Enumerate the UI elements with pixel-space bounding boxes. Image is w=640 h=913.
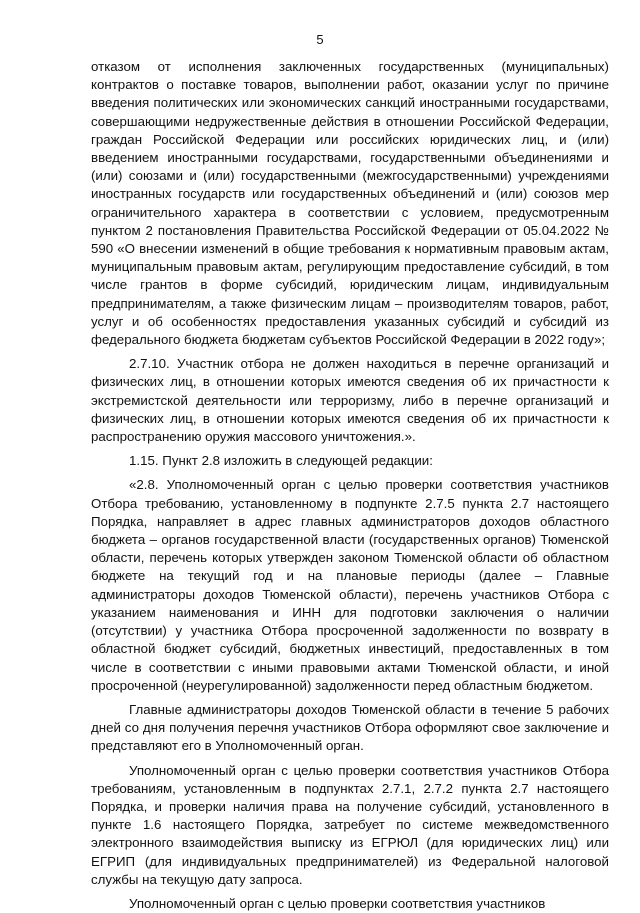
- page-number: 5: [316, 32, 324, 47]
- paragraph-authority-check-cont: Уполномоченный орган с целью проверки соответствия участников: [129, 895, 546, 911]
- document-body: [91, 58, 609, 913]
- paragraph-administrators: Главные администраторы доходов Тюменской области в течение 5 рабочих дней со дня получения перечня участников Отбора оформляют свое заключение и представляют его в Уполномоченный орган.: [91, 701, 609, 754]
- paragraph-1-15: 1.15. Пункт 2.8 изложить в следующей редакции:: [129, 453, 433, 469]
- paragraph-authority-check: Уполномоченный орган с целью проверки соответствия участников Отбора требованиям, установленным в подпунктах 2.7.1, 2.7.2 пункта 2.7 настоящего Порядка, и проверки наличия права на получение субсидий, установленного в пункте 1.6 настоящего Порядка, затребует по системе межведомственного электронного взаимодействия выписку из ЕГРЮЛ (для юридических лиц) или ЕГРИП (для индивидуальных предпринимателей) из Федеральной налоговой службы на текущую дату запроса.: [91, 762, 609, 887]
- paragraph-2-7-10: 2.7.10. Участник отбора не должен находиться в перечне организаций и физических лиц, в отношении которых имеются сведения об их причастности к экстремистской деятельности или терроризму, либо в перечне организаций и физических лиц, в отношении которых имеются сведения об их причастности к распространению оружия массового уничтожения.».: [91, 356, 609, 445]
- paragraph-2-8: «2.8. Уполномоченный орган с целью проверки соответствия участников Отбора требованию, установленному в подпункте 2.7.5 пункта 2.7 настоящего Порядка, направляет в адрес главных администраторов доходов областного бюджета – органов государственной власти (государственных органов) Тюменской области, перечень которых утвержден законом Тюменской области об областном бюджете на текущий год и на плановые периоды (далее – Главные администраторы доходов Тюменской области), перечень участников Отбора с указанием наименования и ИНН для подготовки заключения о наличии (отсутствии) у участника Отбора просроченной задолженности по возврату в областной бюджет субсидий, бюджетных инвестиций, предоставленных в том числе в соответствии с иными правовыми актами Тюменской области, и иной просроченной (неурегулированной) задолженности перед областным бюджетом.: [91, 477, 609, 693]
- paragraph-continuation: отказом от исполнения заключенных государственных (муниципальных) контрактов о поставке товаров, выполнении работ, оказании услуг по причине введения политических или экономических санкций иностранными государствами, совершающими недружественные действия в отношении Российской Федерации, граждан Российской Федерации или российских юридических лиц, и (или) введением иностранными государствами, государственными объединениями и (или) союзами и (или) государственными (межгосударственными) учреждениями иностранных государств или государственных объединений и (или) союзов мер ограничительного характера в соответствии с условием, предусмотренным пунктом 2 постановления Правительства Российской Федерации от 05.04.2022 № 590 «О внесении изменений в общие требования к нормативным правовым актам, муниципальным правовым актам, регулирующим предоставление субсидий, в том числе грантов в форме субсидий, юридическим лицам, индивидуальным предпринимателям, а также физическим лицам – производителям товаров, работ, услуг и об особенностях предоставления указанных субсидий и субсидий из федерального бюджета бюджетам субъектов Российской Федерации в 2022 году»;: [91, 59, 609, 348]
